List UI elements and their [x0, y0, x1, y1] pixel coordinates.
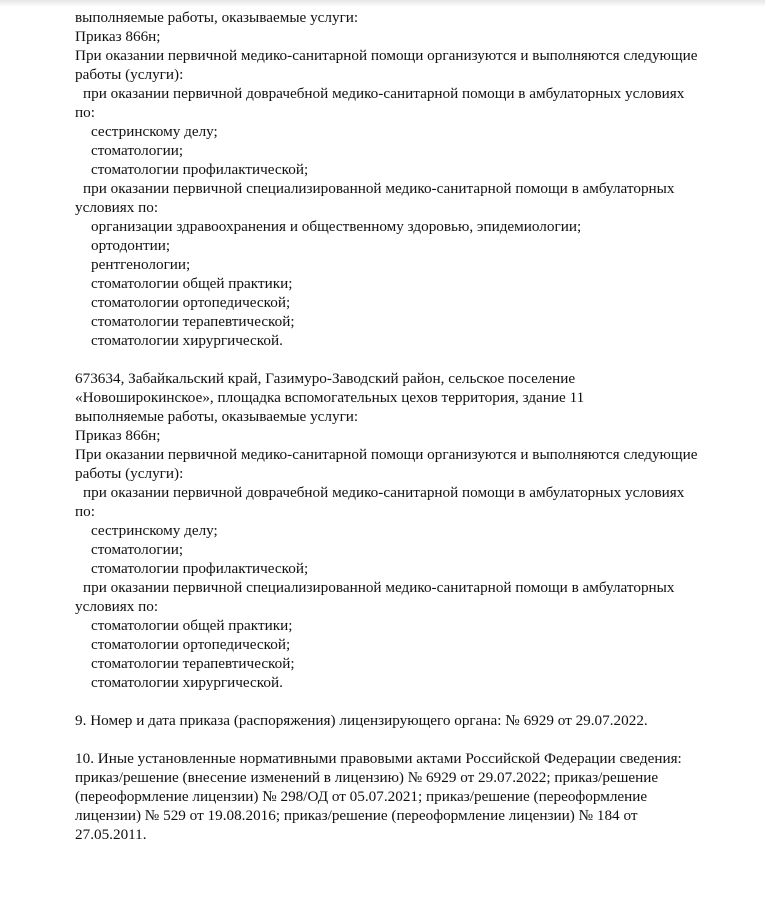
specialized-heading-cont: условиях по:	[75, 199, 159, 216]
section-9-order-number: 9. Номер и дата приказа (распоряжения) лицензирующего органа: № 6929 от 29.07.2022.	[75, 712, 648, 729]
section-10-line: 27.05.2011.	[75, 826, 147, 843]
section-10-line: приказ/решение (внесение изменений в лицензию) № 6929 от 29.07.2022; приказ/решение	[75, 769, 659, 786]
list-item: сестринскому делу;	[91, 522, 218, 539]
specialized-heading: при оказании первичной специализированной медико-санитарной помощи в амбулаторных	[83, 180, 675, 197]
specialized-heading-cont: условиях по:	[75, 598, 159, 615]
list-item: стоматологии общей практики;	[91, 617, 293, 634]
top-shadow	[0, 0, 765, 7]
section-10-other-info	[75, 749, 745, 844]
services-block-1	[75, 8, 745, 350]
list-item: ортодонтии;	[91, 237, 171, 254]
intro-text-cont: работы (услуги):	[75, 66, 184, 83]
specialized-heading: при оказании первичной специализированной медико-санитарной помощи в амбулаторных	[83, 579, 675, 596]
list-item: стоматологии ортопедической;	[91, 294, 291, 311]
intro-text-cont: работы (услуги):	[75, 465, 184, 482]
premed-heading-cont: по:	[75, 104, 95, 121]
spacer	[75, 692, 745, 711]
list-item: стоматологии ортопедической;	[91, 636, 291, 653]
list-item: рентгенологии;	[91, 256, 191, 273]
section-10-line: лицензии) № 529 от 19.08.2016; приказ/решение (переоформление лицензии) № 184 от	[75, 807, 638, 824]
address-line-cont: «Новоширокинское», площадка вспомогательных цехов территория, здание 11	[75, 389, 585, 406]
services-heading: выполняемые работы, оказываемые услуги:	[75, 9, 359, 26]
list-item: стоматологии терапевтической;	[91, 313, 295, 330]
address-line: 673634, Забайкальский край, Газимуро-Заводский район, сельское поселение	[75, 370, 576, 387]
premed-heading: при оказании первичной доврачебной медико-санитарной помощи в амбулаторных условиях	[83, 484, 685, 501]
list-item: стоматологии хирургической.	[91, 674, 283, 691]
order-reference: Приказ 866н;	[75, 427, 161, 444]
services-block-2	[75, 369, 745, 692]
list-item: стоматологии профилактической;	[91, 560, 309, 577]
document-page	[75, 8, 745, 844]
services-heading: выполняемые работы, оказываемые услуги:	[75, 408, 359, 425]
list-item: стоматологии;	[91, 541, 184, 558]
premed-heading-cont: по:	[75, 503, 95, 520]
list-item: стоматологии;	[91, 142, 184, 159]
spacer	[75, 730, 745, 749]
intro-text: При оказании первичной медико-санитарной помощи организуются и выполняются следующие	[75, 47, 698, 64]
list-item: стоматологии профилактической;	[91, 161, 309, 178]
intro-text: При оказании первичной медико-санитарной помощи организуются и выполняются следующие	[75, 446, 698, 463]
list-item: сестринскому делу;	[91, 123, 218, 140]
order-reference: Приказ 866н;	[75, 28, 161, 45]
list-item: стоматологии терапевтической;	[91, 655, 295, 672]
section-10-line: 10. Иные установленные нормативными правовыми актами Российской Федерации сведения:	[75, 750, 682, 767]
premed-heading: при оказании первичной доврачебной медико-санитарной помощи в амбулаторных условиях	[83, 85, 685, 102]
list-item: стоматологии общей практики;	[91, 275, 293, 292]
section-10-line: (переоформление лицензии) № 298/ОД от 05.07.2021; приказ/решение (переоформление	[75, 788, 648, 805]
list-item: стоматологии хирургической.	[91, 332, 283, 349]
list-item: организации здравоохранения и общественному здоровью, эпидемиологии;	[91, 218, 582, 235]
spacer	[75, 350, 745, 369]
